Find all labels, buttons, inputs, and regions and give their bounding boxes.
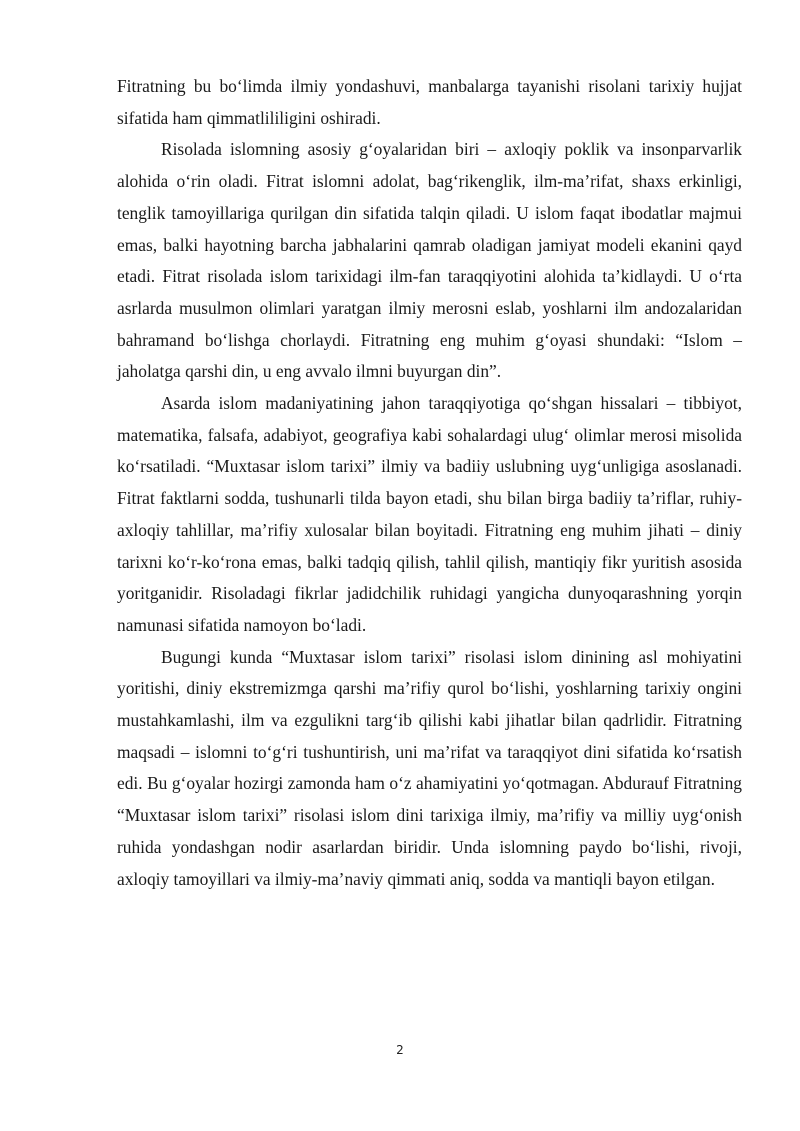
paragraph: Risolada islomning asosiy g‘oyalaridan biri – axloqiy poklik va insonparvarlik alohida o‘rin oladi. Fitrat islomni adolat, bag‘rikenglik, ilm-ma’rifat, shaxs erkinligi, tenglik tamoyillariga qurilgan din sifatida talqin qiladi. U islom faqat ibodatlar majmui emas, balki hayotning barcha jabhalarini qamrab oladigan jamiyat modeli ekanini qayd etadi. Fitrat risolada islom tarixidagi ilm-fan taraqqiyotini alohida ta’kidlaydi. U o‘rta asrlarda musulmon olimlari yaratgan ilmiy merosni eslab, yoshlarni ilm andozalaridan bahramand bo‘lishga chorlaydi. Fitratning eng muhim g‘oyasi shundaki: “Islom – jaholatga qarshi din, u eng avvalo ilmni buyurgan din”. [117,139,742,382]
page-number: 2 [396,1043,404,1057]
paragraph: Asarda islom madaniyatining jahon taraqqiyotiga qo‘shgan hissalari – tibbiyot, matematika, falsafa, adabiyot, geografiya kabi sohalardagi ulug‘ olimlar merosi misolida ko‘rsatiladi. “Muxtasar islom tarixi” ilmiy va badiiy uslubning uyg‘unligiga asoslanadi. Fitrat faktlarni sodda, tushunarli tilda bayon etadi, shu bilan birga badiiy ta’riflar, ruhiy-axloqiy tahlillar, ma’rifiy xulosalar bilan boyitadi. Fitratning eng muhim jihati – diniy tarixni ko‘r-ko‘rona emas, balki tadqiq qilish, tahlil qilish, mantiqiy fikr yuritish asosida yoritganidir. Risoladagi fikrlar jadidchilik ruhidagi yangicha dunyoqarashning yorqin namunasi sifatida namoyon bo‘ladi. [117,393,742,635]
paragraph: Bugungi kunda “Muxtasar islom tarixi” risolasi islom dinining asl mohiyatini yoritishi, diniy ekstremizmga qarshi ma’rifiy qurol bo‘lishi, yoshlarning tarixiy ongini mustahkamlashi, ilm va ezgulikni targ‘ib qilishi kabi jihatlar bilan qadrlidir. Fitratning maqsadi – islomni to‘g‘ri tushuntirish, uni ma’rifat va taraqqiyot dini sifatida ko‘rsatish edi. Bu g‘oyalar hozirgi zamonda ham o‘z ahamiyatini yo‘qotmagan. Abdurauf Fitratning “Muxtasar islom tarixi” risolasi islom dini tarixiga ilmiy, ma’rifiy va milliy uyg‘onish ruhida yondashgan nodir asarlardan biridir. Unda islomning paydo bo‘lishi, rivoji, axloqiy tamoyillari va ilmiy-ma’naviy qimmati aniq, sodda va mantiqli bayon etilgan. [117,646,742,889]
document-body [117,71,742,895]
paragraph-continuation: Fitratning bu bo‘limda ilmiy yondashuvi, manbalarga tayanishi risolani tarixiy hujjat sifatida ham qimmatlililigini oshiradi. [117,76,742,128]
